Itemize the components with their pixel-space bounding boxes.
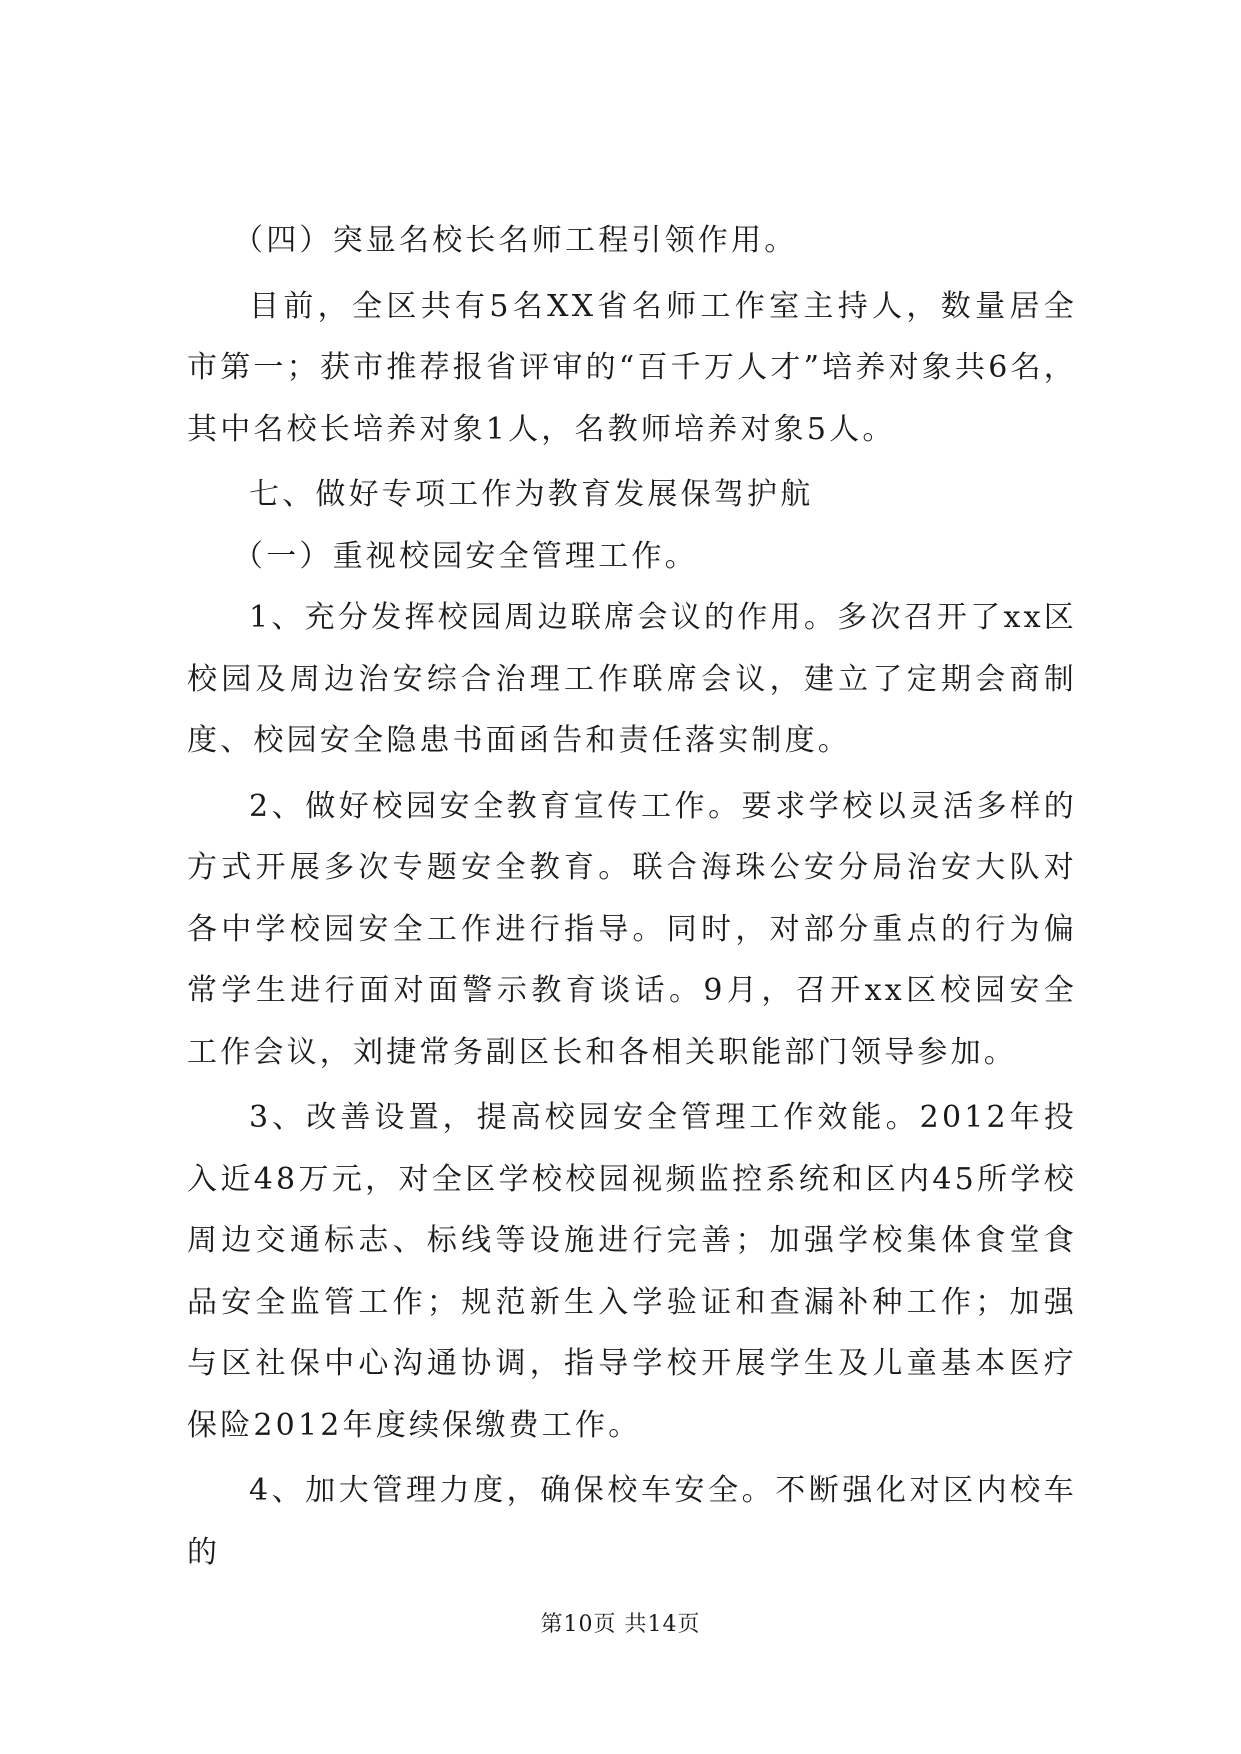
page-number-footer: 第10页 共14页 <box>540 1612 701 1637</box>
chapter-heading-7: 七、做好专项工作为教育发展保驾护航 <box>249 477 814 512</box>
paragraph-item-3: 3、改善设置，提高校园安全管理工作效能。2012年投入近48万元，对全区学校校园视频监控系统和区内45所学校周边交通标志、标线等设施进行完善；加强学校集体食堂食品安全监管工作；规范新生入学验证和查漏补种工作；加强与区社保中心沟通协调，指导学校开展学生及儿童基本医疗保险2012年度续保缴费工作。 <box>187 1100 1077 1443</box>
paragraph-item-1: 1、充分发挥校园周边联席会议的作用。多次召开了xx区校园及周边治安综合治理工作联席会议，建立了定期会商制度、校园安全隐患书面函告和责任落实制度。 <box>187 600 1077 758</box>
paragraph-item-2: 2、做好校园安全教育宣传工作。要求学校以灵活多样的方式开展多次专题安全教育。联合海珠公安分局治安大队对各中学校园安全工作进行指导。同时，对部分重点的行为偏常学生进行面对面警示教育谈话。9月，召开xx区校园安全工作会议，刘捷常务副区长和各相关职能部门领导参加。 <box>187 788 1077 1070</box>
section-heading-1: （一）重视校园安全管理工作。 <box>233 538 698 574</box>
paragraph-item-4: 4、加大管理力度，确保校车安全。不断强化对区内校车的 <box>187 1473 1077 1570</box>
section-heading-4: （四）突显名校长名师工程引领作用。 <box>233 223 798 258</box>
document-body <box>187 210 1077 1583</box>
paragraph-famous-teachers: 目前，全区共有5名XX省名师工作室主持人，数量居全市第一；获市推荐报省评审的“百千万人才”培养对象共6名，其中名校长培养对象1人，名教师培养对象5人。 <box>187 288 1077 447</box>
